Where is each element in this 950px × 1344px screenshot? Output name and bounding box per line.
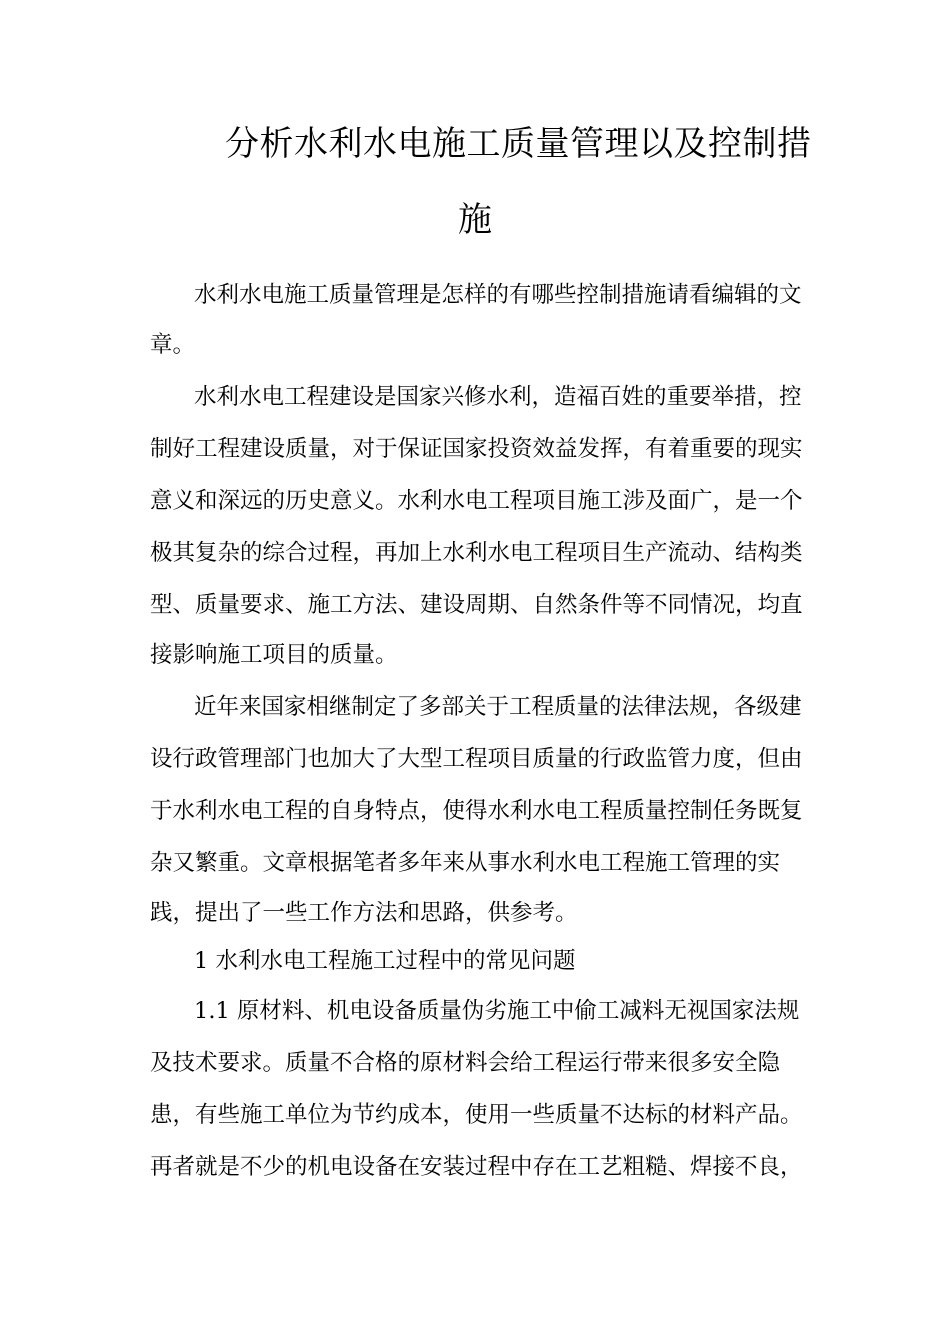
paragraph-3-line-4: 杂又繁重。文章根据笔者多年来从事水利水电工程施工管理的实	[150, 850, 781, 876]
paragraph-2-line-1: 水利水电工程建设是国家兴修水利，造福百姓的重要举措，控	[194, 384, 802, 410]
section-1-1-line-2: 及技术要求。质量不合格的原材料会给工程运行带来很多安全隐	[150, 1050, 781, 1076]
paragraph-3-line-1: 近年来国家相继制定了多部关于工程质量的法律法规，各级建	[194, 694, 802, 720]
document-title-line-2: 施	[458, 200, 493, 240]
intro-paragraph-line-1: 水利水电施工质量管理是怎样的有哪些控制措施请看编辑的文	[194, 282, 802, 308]
paragraph-2-line-2: 制好工程建设质量，对于保证国家投资效益发挥，有着重要的现实	[150, 436, 803, 462]
paragraph-3-line-2: 设行政管理部门也加大了大型工程项目质量的行政监管力度，但由	[150, 746, 803, 772]
paragraph-2-line-5: 型、质量要求、施工方法、建设周期、自然条件等不同情况，均直	[150, 592, 803, 618]
section-1-1-line-3: 患，有些施工单位为节约成本，使用一些质量不达标的材料产品。	[150, 1102, 803, 1128]
paragraph-3-line-3: 于水利水电工程的自身特点，使得水利水电工程质量控制任务既复	[150, 798, 803, 824]
paragraph-2-line-4: 极其复杂的综合过程，再加上水利水电工程项目生产流动、结构类	[150, 540, 803, 566]
section-1-1-line-4: 再者就是不少的机电设备在安装过程中存在工艺粗糙、焊接不良，	[150, 1154, 803, 1180]
section-1-1-line-1: 1.1 原材料、机电设备质量伪劣施工中偷工减料无视国家法规	[194, 998, 800, 1024]
paragraph-2-line-3: 意义和深远的历史意义。水利水电工程项目施工涉及面广，是一个	[150, 488, 803, 514]
intro-paragraph-line-2: 章。	[150, 332, 196, 358]
paragraph-2-line-6: 接影响施工项目的质量。	[150, 642, 398, 668]
document-title-line-1: 分析水利水电施工质量管理以及控制措	[225, 124, 812, 164]
paragraph-3-line-5: 践，提出了一些工作方法和思路，供参考。	[150, 900, 578, 926]
section-1-heading: 1 水利水电工程施工过程中的常见问题	[194, 948, 576, 974]
